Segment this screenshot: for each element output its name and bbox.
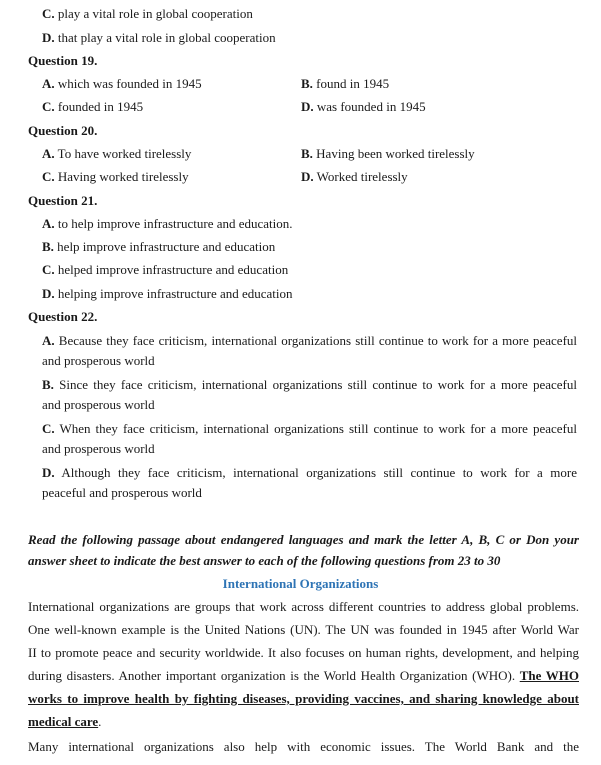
q22-option-a-line1: A. Because they face criticism, international organizations still continue to work for a more peaceful xyxy=(42,333,578,348)
question-19-title: Question 19. xyxy=(28,53,98,68)
q20-option-a: A. To have worked tirelessly xyxy=(42,146,192,161)
q21-option-c: C. helped improve infrastructure and education xyxy=(42,262,289,277)
q18-option-c: C. play a vital role in global cooperation xyxy=(42,6,253,21)
q22-option-a-line2: and prosperous world xyxy=(42,353,155,368)
passage-line-1: International organizations are groups that work across different countries to address global problems. xyxy=(28,599,579,614)
question-20-title: Question 20. xyxy=(28,123,98,138)
q21-option-b: B. help improve infrastructure and education xyxy=(42,239,276,254)
passage-line-7: Many international organizations also help with economic issues. The World Bank and the xyxy=(28,739,579,754)
question-21-title: Question 21. xyxy=(28,193,98,208)
passage-line-3: II to promote peace and security worldwide. It also focuses on human rights, development, and helping xyxy=(28,645,579,660)
instruction-line-1: Read the following passage about endangered languages and mark the letter A, B, C or Don your xyxy=(28,532,579,547)
q22-option-c-line1: C. When they face criticism, international organizations still continue to work for a more peaceful xyxy=(42,421,578,436)
passage-line-2: One well-known example is the United Nations (UN). The UN was founded in 1945 after World War xyxy=(28,622,579,637)
q21-option-a: A. to help improve infrastructure and education. xyxy=(42,216,293,231)
q19-option-a: A. which was founded in 1945 xyxy=(42,76,202,91)
q20-option-c: C. Having worked tirelessly xyxy=(42,169,189,184)
q22-option-c-line2: and prosperous world xyxy=(42,441,155,456)
passage-line-6: medical care. xyxy=(28,714,102,729)
instruction-line-2: answer sheet to indicate the best answer to each of the following questions from 23 to 30 xyxy=(28,553,501,568)
passage-line-5 xyxy=(28,691,579,707)
q22-option-d-line2: peaceful and prosperous world xyxy=(42,485,202,500)
q22-option-d-line1: D. Although they face criticism, international organizations still continue to work for a more xyxy=(42,465,577,480)
underlined-phrase: works to improve health by fighting diseases, providing vaccines, and sharing knowledge about xyxy=(28,691,579,706)
passage-title: International Organizations xyxy=(222,576,379,591)
q19-option-c: C. founded in 1945 xyxy=(42,99,144,114)
q19-option-b: B. found in 1945 xyxy=(301,76,390,91)
passage-line-4: during disasters. Another important organization is the World Health Organization (WHO). The WHO xyxy=(28,668,579,683)
q21-option-d: D. helping improve infrastructure and education xyxy=(42,286,293,301)
q20-option-d: D. Worked tirelessly xyxy=(301,169,408,184)
underlined-phrase-start: The WHO xyxy=(519,668,579,683)
underlined-phrase-end: medical care xyxy=(28,714,99,729)
q22-option-b-line1: B. Since they face criticism, international organizations still continue to work for a more peaceful xyxy=(42,377,577,392)
q22-option-b-line2: and prosperous world xyxy=(42,397,155,412)
q19-option-d: D. was founded in 1945 xyxy=(301,99,426,114)
question-22-title: Question 22. xyxy=(28,309,98,324)
q20-option-b: B. Having been worked tirelessly xyxy=(301,146,475,161)
q18-option-d: D. that play a vital role in global cooperation xyxy=(42,30,276,45)
